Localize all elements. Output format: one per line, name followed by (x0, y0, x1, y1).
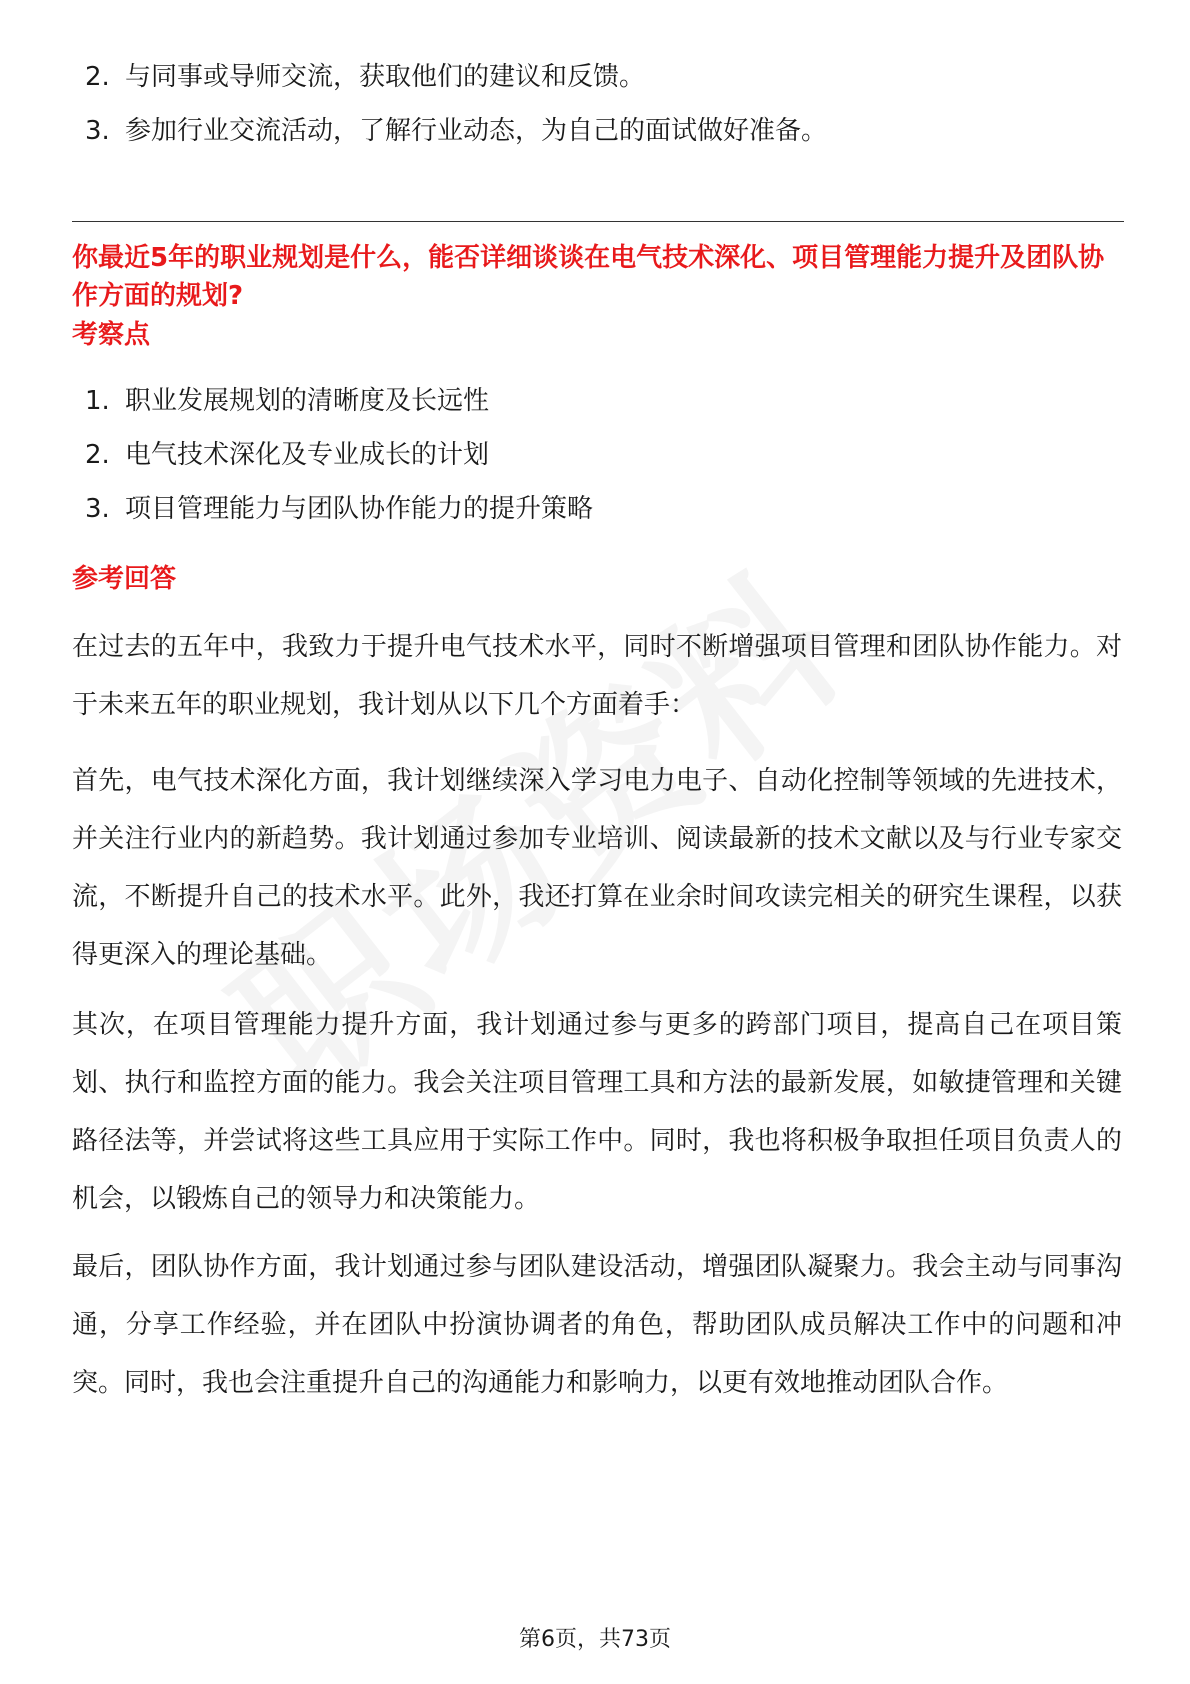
list-text: 项目管理能力与团队协作能力的提升策略 (125, 494, 594, 524)
list-number: 2. (85, 62, 110, 92)
question-heading: 你最近5年的职业规划是什么，能否详细谈谈在电气技术深化、项目管理能力提升及团队协作方面的规划? (72, 243, 1105, 311)
answer-paragraph: 首先，电气技术深化方面，我计划继续深入学习电力电子、自动化控制等领域的先进技术，并关注行业内的新趋势。我计划通过参加专业培训、阅读最新的技术文献以及与行业专家交流，不断提升自己的技术水平。此外，我还打算在业余时间攻读完相关的研究生课程，以获得更深入的理论基础。 (72, 766, 1122, 970)
answer-paragraph: 最后，团队协作方面，我计划通过参与团队建设活动，增强团队凝聚力。我会主动与同事沟通，分享工作经验，并在团队中扮演协调者的角色，帮助团队成员解决工作中的问题和冲突。同时，我也会注重提升自己的沟通能力和影响力，以更有效地推动团队合作。 (72, 1252, 1122, 1398)
list-text: 参加行业交流活动，了解行业动态，为自己的面试做好准备。 (125, 116, 828, 146)
section-divider (72, 221, 1124, 222)
answer-paragraph: 在过去的五年中，我致力于提升电气技术水平，同时不断增强项目管理和团队协作能力。对于未来五年的职业规划，我计划从以下几个方面着手： (72, 632, 1122, 720)
list-item (85, 492, 593, 526)
list-text: 电气技术深化及专业成长的计划 (125, 440, 490, 470)
answer-heading: 参考回答 (72, 564, 177, 594)
list-item (85, 60, 645, 94)
list-text: 职业发展规划的清晰度及长远性 (125, 386, 490, 416)
list-item (85, 384, 489, 418)
list-item (85, 114, 827, 148)
list-number: 2. (85, 440, 110, 470)
list-number: 3. (85, 116, 110, 146)
answer-paragraph: 其次，在项目管理能力提升方面，我计划通过参与更多的跨部门项目，提高自己在项目策划、执行和监控方面的能力。我会关注项目管理工具和方法的最新发展，如敏捷管理和关键路径法等，并尝试将这些工具应用于实际工作中。同时，我也将积极争取担任项目负责人的机会，以锻炼自己的领导力和决策能力。 (72, 1010, 1122, 1214)
list-number: 1. (85, 386, 110, 416)
focus-heading: 考察点 (72, 320, 151, 350)
list-item (85, 438, 489, 472)
page-number: 第6页，共73页 (519, 1627, 671, 1652)
list-text: 与同事或导师交流，获取他们的建议和反馈。 (125, 62, 646, 92)
list-number: 3. (85, 494, 110, 524)
